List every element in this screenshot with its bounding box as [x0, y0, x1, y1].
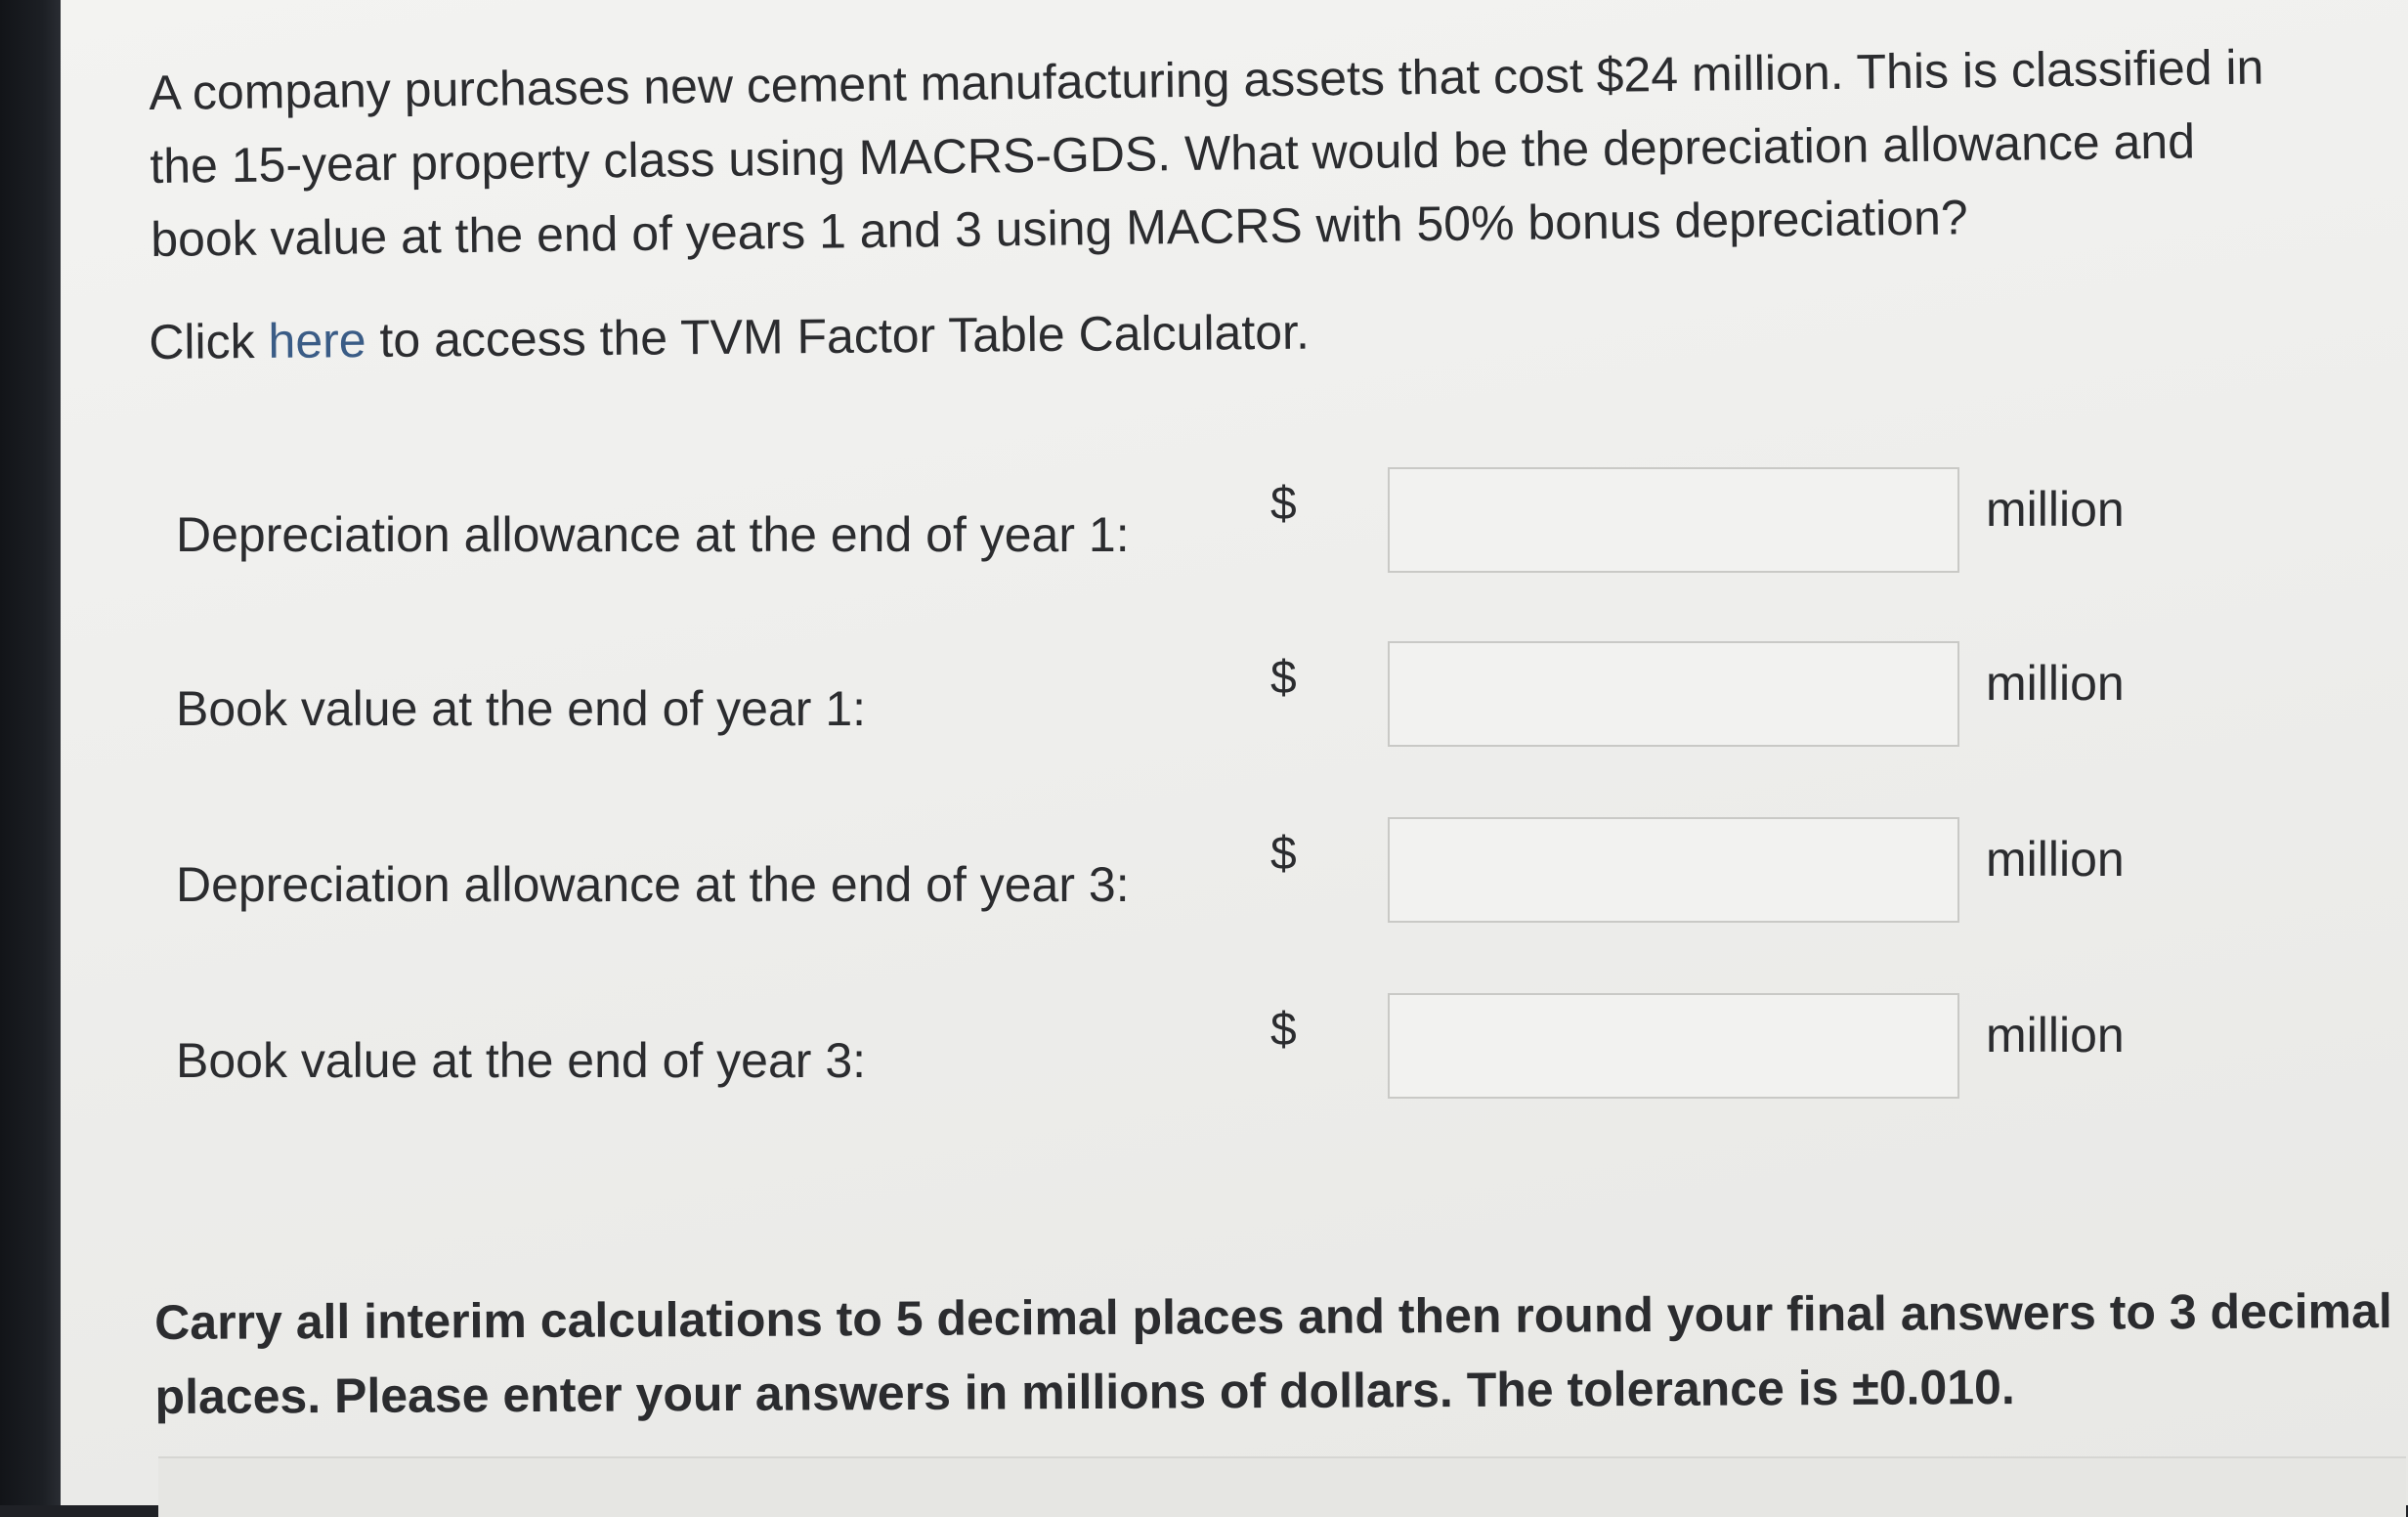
currency-symbol: $: [1270, 652, 1297, 704]
currency-symbol: $: [1270, 828, 1297, 880]
question-line: book value at the end of years 1 and 3 using MACRS with 50% bonus depreciation?: [150, 190, 1968, 267]
answer-label: Book value at the end of year 3:: [176, 1033, 867, 1088]
answer-label: Depreciation allowance at the end of year 3:: [176, 857, 1130, 912]
depreciation-year-1-input[interactable]: [1388, 467, 1959, 573]
unit-label: million: [1986, 656, 2125, 711]
tvm-calculator-link[interactable]: here: [268, 313, 366, 368]
unit-label: million: [1986, 832, 2125, 887]
answer-row-depreciation-year-1: [176, 467, 2130, 585]
answer-label: Book value at the end of year 1:: [176, 681, 867, 736]
instruction-line: Carry all interim calculations to 5 decimal places and then round your final answers to 3 decimal: [154, 1283, 2392, 1350]
answer-label: Depreciation allowance at the end of year 1:: [176, 507, 1130, 562]
question-text: [149, 29, 2399, 277]
answer-row-book-value-year-1: [176, 641, 2130, 758]
book-value-year-1-input[interactable]: [1388, 641, 1959, 747]
depreciation-year-3-input[interactable]: [1388, 817, 1959, 923]
rounding-instructions: [154, 1274, 2408, 1434]
book-value-year-3-input[interactable]: [1388, 993, 1959, 1099]
access-prefix: Click: [149, 313, 269, 369]
question-line: A company purchases new cement manufacturing assets that cost $24 million. This is classified in: [149, 39, 2264, 120]
currency-symbol: $: [1270, 1004, 1297, 1056]
access-suffix: to access the TVM Factor Table Calculator.: [366, 304, 1311, 368]
tvm-calculator-access: [149, 298, 1310, 376]
unit-label: million: [1986, 482, 2125, 537]
bottom-panel: [158, 1456, 2406, 1517]
question-page: [61, 0, 2408, 1505]
answer-row-depreciation-year-3: [176, 817, 2130, 934]
unit-label: million: [1986, 1008, 2125, 1062]
monitor-bezel: [0, 0, 61, 1505]
instruction-line: places. Please enter your answers in millions of dollars. The tolerance is ±0.010.: [154, 1360, 2015, 1424]
question-line: the 15-year property class using MACRS-GDS. What would be the depreciation allowance and: [150, 113, 2196, 194]
answer-row-book-value-year-3: [176, 993, 2130, 1110]
currency-symbol: $: [1270, 478, 1297, 530]
